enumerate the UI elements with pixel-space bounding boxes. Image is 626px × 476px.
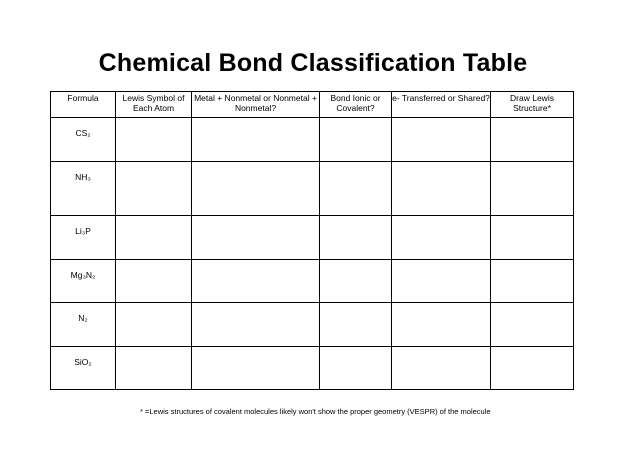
answer-cell[interactable] xyxy=(392,216,491,260)
answer-cell[interactable] xyxy=(320,347,392,390)
answer-cell[interactable] xyxy=(116,260,192,303)
header-row xyxy=(51,92,574,118)
answer-cell[interactable] xyxy=(116,162,192,216)
answer-cell[interactable] xyxy=(392,303,491,347)
table-row xyxy=(51,216,574,260)
answer-cell[interactable] xyxy=(192,260,320,303)
answer-cell[interactable] xyxy=(320,216,392,260)
answer-cell[interactable] xyxy=(192,303,320,347)
footnote: * =Lewis structures of covalent molecules likely won't show the proper geometry (VESPR) of the molecule xyxy=(140,407,491,416)
header-formula: Formula xyxy=(51,92,116,118)
formula-cell: SiO₂ xyxy=(51,347,116,390)
answer-cell[interactable] xyxy=(116,303,192,347)
answer-cell[interactable] xyxy=(320,162,392,216)
formula-cell: NH₃ xyxy=(51,162,116,216)
answer-cell[interactable] xyxy=(320,303,392,347)
table-row xyxy=(51,347,574,390)
answer-cell[interactable] xyxy=(192,216,320,260)
formula-cell: CS₂ xyxy=(51,118,116,162)
answer-cell[interactable] xyxy=(491,303,574,347)
answer-cell[interactable] xyxy=(491,216,574,260)
answer-cell[interactable] xyxy=(491,260,574,303)
answer-cell[interactable] xyxy=(491,347,574,390)
table-row xyxy=(51,162,574,216)
header-electrons: e- Transferred or Shared? xyxy=(392,92,491,118)
answer-cell[interactable] xyxy=(192,162,320,216)
answer-cell[interactable] xyxy=(392,260,491,303)
header-metal-nonmetal: Metal + Nonmetal or Nonmetal + Nonmetal? xyxy=(192,92,320,118)
answer-cell[interactable] xyxy=(491,162,574,216)
answer-cell[interactable] xyxy=(320,118,392,162)
answer-cell[interactable] xyxy=(491,118,574,162)
formula-cell: Mg₃N₂ xyxy=(51,260,116,303)
answer-cell[interactable] xyxy=(116,118,192,162)
table-row xyxy=(51,303,574,347)
page-title: Chemical Bond Classification Table xyxy=(98,49,528,77)
header-lewis-symbol: Lewis Symbol of Each Atom xyxy=(116,92,192,118)
classification-table xyxy=(50,91,574,390)
answer-cell[interactable] xyxy=(192,118,320,162)
formula-cell: Li₃P xyxy=(51,216,116,260)
answer-cell[interactable] xyxy=(116,216,192,260)
answer-cell[interactable] xyxy=(320,260,392,303)
answer-cell[interactable] xyxy=(392,347,491,390)
header-bond-type: Bond Ionic or Covalent? xyxy=(320,92,392,118)
table-row xyxy=(51,260,574,303)
formula-cell: N₂ xyxy=(51,303,116,347)
header-lewis-structure: Draw Lewis Structure* xyxy=(491,92,574,118)
table-row xyxy=(51,118,574,162)
answer-cell[interactable] xyxy=(116,347,192,390)
answer-cell[interactable] xyxy=(192,347,320,390)
answer-cell[interactable] xyxy=(392,162,491,216)
answer-cell[interactable] xyxy=(392,118,491,162)
